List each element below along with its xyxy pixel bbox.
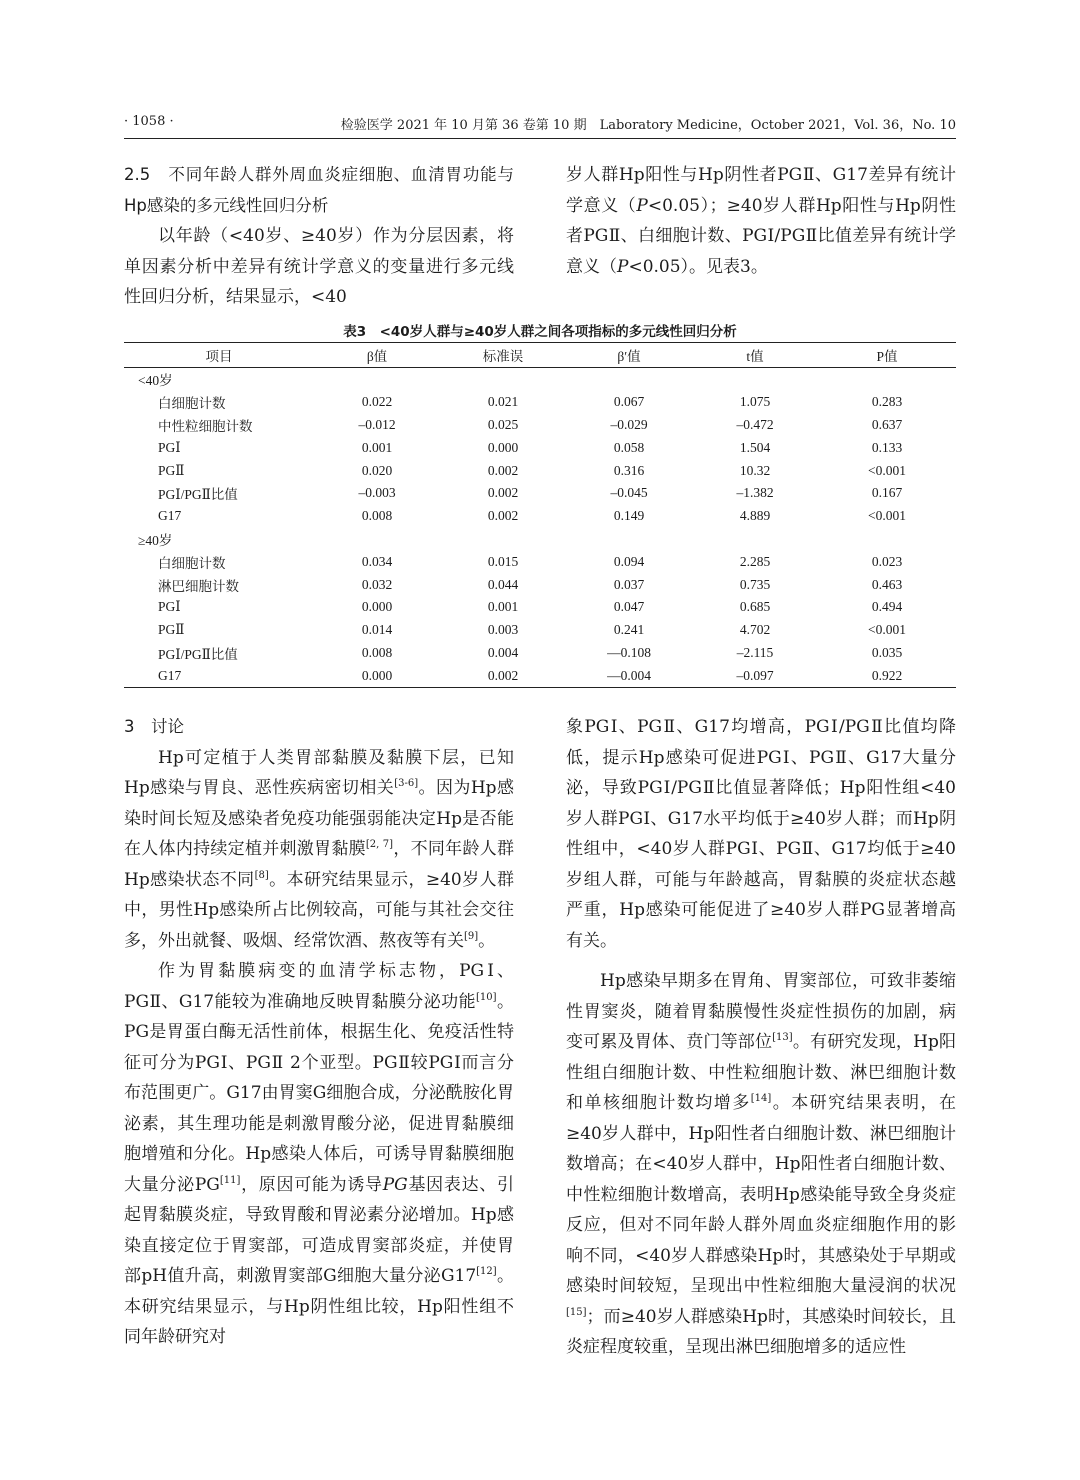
- table-cell: 0.020: [361, 462, 393, 478]
- table-cell: 0.015: [487, 553, 519, 569]
- text-run: 。: [478, 930, 496, 951]
- table-cell: 0.008: [361, 644, 393, 660]
- text-run: 作为胃黏膜病变的血清学标志物，PGⅠ、PGⅡ、G17能较为准确地反映胃黏膜分泌功能: [124, 961, 514, 1012]
- table-cell: —0.004: [566, 664, 692, 687]
- table-cell: 0.685: [739, 599, 771, 615]
- table-row: [124, 664, 956, 687]
- table-row: [124, 642, 956, 665]
- table-cell: 0.023: [871, 553, 903, 569]
- table-cell: 0.035: [871, 644, 903, 660]
- row-label: 淋巴细胞计数: [158, 578, 239, 594]
- table-cell: –0.003: [358, 485, 396, 501]
- row-label: PGⅠ/PGⅡ比值: [158, 487, 238, 503]
- table-cell: 10.32: [739, 462, 771, 478]
- table-cell: 0.000: [314, 664, 440, 687]
- group-row: [124, 528, 956, 551]
- table-cell: 0.008: [361, 508, 393, 524]
- table-cell: 0.022: [361, 394, 393, 410]
- table-row: [124, 459, 956, 482]
- row-label: PGⅠ/PGⅡ比值: [158, 646, 238, 662]
- table-cell: 0.000: [361, 599, 393, 615]
- section-3-heading: 3 讨论: [124, 717, 184, 736]
- text-run: 。因为Hp感染时间长短及感染者免疫功能强弱能决定Hp是否能在人体内持续定植并刺激胃黏膜: [124, 778, 514, 859]
- row-label: PGⅡ: [158, 622, 185, 638]
- table-row: [124, 391, 956, 414]
- citation: [11]: [219, 1174, 241, 1186]
- section-2-5-heading: 2.5 不同年龄人群外周血炎症细胞、血清胃功能与Hp感染的多元线性回归分析: [124, 165, 514, 215]
- table-row: [124, 436, 956, 459]
- citation: [3-6]: [394, 778, 419, 789]
- table-cell: 1.504: [739, 439, 771, 455]
- citation: [9]: [464, 930, 479, 942]
- citation: [14]: [750, 1093, 772, 1104]
- table-body: [124, 368, 956, 688]
- table-cell: –0.029: [610, 416, 648, 432]
- table-cell: –0.472: [736, 416, 774, 432]
- table-cell: —0.108: [607, 644, 651, 660]
- table-header-row: [124, 343, 956, 368]
- table-cell: 0.037: [613, 576, 645, 592]
- table-cell: 0.149: [613, 508, 645, 524]
- table-cell: 0.004: [487, 644, 519, 660]
- table-cell: 4.702: [739, 622, 771, 638]
- row-label: PGⅠ: [158, 439, 181, 455]
- table-cell: 0.241: [613, 622, 645, 638]
- text-run: ；而≥40岁人群感染Hp时，其感染时间较长，且炎症程度较重，呈现出淋巴细胞增多的适应性: [566, 1306, 956, 1357]
- table-cell: 2.285: [739, 553, 771, 569]
- table-cell: 0.922: [818, 664, 956, 687]
- table-row: [124, 414, 956, 437]
- text-run: <0.05）。见表3。: [628, 256, 768, 277]
- section-2-5-right: [566, 160, 956, 282]
- discussion-para-3: [566, 966, 956, 1363]
- table-cell: 0.032: [361, 576, 393, 592]
- citation: [15]: [566, 1306, 587, 1318]
- table-row: [124, 550, 956, 573]
- row-label: PGⅡ: [158, 462, 185, 478]
- discussion-para-1: [124, 743, 514, 957]
- text-run: 。本研究结果表明，在≥40岁人群中，Hp阳性者白细胞计数、淋巴细胞计数增高；在<40岁人群中，Hp阳性者白细胞计数、中性粒细胞计数增高，表明Hp感染能导致全身炎症反应，但对不同年龄人群外周血炎症细胞作用的影响不同，<40岁人群感染Hp时，其感染处于早期或感染时间较短，呈现出中性粒细胞大量浸润的状况: [566, 1093, 956, 1296]
- running-header: [124, 112, 956, 134]
- table-cell: 0.067: [613, 394, 645, 410]
- table-cell: 0.025: [487, 416, 519, 432]
- citation: [13]: [772, 1032, 793, 1043]
- table-cell: 0.133: [871, 439, 903, 455]
- text-run: 。本研究结果显示，≥40岁人群中，男性Hp感染所占比例较高，可能与其社会交往多，外出就餐、吸烟、经常饮酒、熬夜等有关: [124, 869, 514, 951]
- section-2-5-left: [124, 160, 514, 313]
- citation: [10]: [476, 991, 497, 1003]
- table-cell: 4.889: [739, 508, 771, 524]
- table-cell: 0.002: [487, 462, 519, 478]
- section-2-5-para-b: [566, 160, 956, 282]
- table-cell: 0.167: [871, 485, 903, 501]
- discussion-para-2-cont: 象PGⅠ、PGⅡ、G17均增高，PGⅠ/PGⅡ比值均降低，提示Hp感染可促进PGⅠ、PGⅡ、G17大量分泌，导致PGⅠ/PGⅡ比值显著降低；Hp阳性组<40岁人群PGⅠ、G17水平均低于≥40岁人群；而Hp阴性组中，<40岁人群PGⅠ、PGⅡ、G17均低于≥40岁组人群，可能与年龄越高，胃黏膜的炎症状态越严重，Hp感染可能促进了≥40岁人群PG显著增高有关。: [566, 717, 956, 951]
- gene-name: PG: [382, 1174, 408, 1195]
- table-cell: <0.001: [868, 508, 906, 524]
- table-cell: 0.001: [487, 599, 519, 615]
- table-cell: 0.047: [613, 599, 645, 615]
- table-cell: 0.002: [487, 485, 519, 501]
- table-cell: 0.316: [613, 462, 645, 478]
- table-cell: 1.075: [739, 394, 771, 410]
- text-run: ，原因可能为诱导: [240, 1174, 383, 1195]
- group-label: <40岁: [138, 373, 173, 389]
- section-2-5-para-a: 以年龄（<40岁、≥40岁）作为分层因素，将单因素分析中差异有统计学意义的变量进行多元线性回归分析，结果显示，<40: [124, 226, 514, 307]
- text-run: 。本研究结果显示，与Hp阴性组比较，Hp阳性组不同年龄研究对: [124, 1266, 515, 1347]
- page-number: · 1058 ·: [124, 114, 174, 129]
- table-cell: 0.044: [487, 576, 519, 592]
- section-3-left: [124, 712, 514, 1353]
- text-run: 岁人群Hp阳性与Hp阴性者PGⅡ、G17差异有统计学意义（: [566, 165, 956, 216]
- row-label: 白细胞计数: [158, 396, 226, 412]
- table-cell: –0.012: [358, 416, 396, 432]
- citation: [2, 7]: [365, 839, 394, 850]
- column-header: 项目: [124, 343, 314, 368]
- column-header: β值: [314, 343, 440, 368]
- table-cell: <0.001: [868, 622, 906, 638]
- text-run: Hp感染早期多在胃角、胃窦部位，可致非萎缩性胃窦炎，随着胃黏膜慢性炎症性损伤的加剧，病变可累及胃体、贲门等部位: [566, 971, 956, 1052]
- column-header: 标准误: [440, 343, 566, 368]
- table-cell: 0.014: [361, 622, 393, 638]
- table-cell: –0.045: [610, 485, 648, 501]
- text-run: <0.05）；≥40岁人群Hp阳性与Hp阴性者PGⅡ、白细胞计数、PGⅠ/PGⅡ比值差异有统计学意义（: [566, 195, 957, 277]
- p-symbol: P: [636, 195, 648, 216]
- row-label: PGⅠ: [158, 599, 181, 615]
- row-label: G17: [158, 508, 182, 524]
- text-run: Hp可定植于人类胃部黏膜及黏膜下层，已知Hp感染与胃良、恶性疾病密切相关: [124, 747, 514, 798]
- column-header: t值: [692, 343, 818, 368]
- table-3: [124, 342, 956, 688]
- journal-info: 检验医学 2021 年 10 月第 36 卷第 10 期 Laboratory Medicine，October 2021，Vol. 36，No. 10: [340, 118, 956, 133]
- table-cell: 0.463: [871, 576, 903, 592]
- row-label: 白细胞计数: [158, 555, 226, 571]
- text-run: ，不同年龄人群Hp感染状态不同: [124, 839, 515, 890]
- table-cell: 0.003: [487, 622, 519, 638]
- table-row: [124, 596, 956, 619]
- section-3-right: [566, 712, 956, 1363]
- table-row: [124, 573, 956, 596]
- table-3-caption: 表3 <40岁人群与≥40岁人群之间各项指标的多元线性回归分析: [343, 324, 737, 340]
- text-run: 。有研究发现，Hp阳性组白细胞计数、中性粒细胞计数、淋巴细胞计数和单核细胞计数均增多: [566, 1032, 957, 1113]
- table-cell: –1.382: [736, 485, 774, 501]
- table-cell: 0.637: [871, 416, 903, 432]
- table-cell: 0.735: [739, 576, 771, 592]
- row-label: G17: [124, 664, 314, 687]
- p-symbol: P: [617, 256, 629, 277]
- table-row: [124, 505, 956, 528]
- table-row: [124, 482, 956, 505]
- table-cell: 0.002: [440, 664, 566, 687]
- table-cell: 0.000: [487, 439, 519, 455]
- citation: [8]: [254, 869, 269, 881]
- discussion-para-2: [124, 956, 514, 1353]
- table-cell: 0.058: [613, 439, 645, 455]
- row-label: 中性粒细胞计数: [158, 418, 253, 434]
- text-run: 。PG是胃蛋白酶无活性前体，根据生化、免疫活性特征可分为PGⅠ、PGⅡ 2个亚型。PGⅡ较PGⅠ而言分布范围更广。G17由胃窦G细胞合成，分泌酰胺化胃泌素，其生理功能是刺激胃酸分泌，促进胃黏膜细胞增殖和分化。Hp感染人体后，可诱导胃黏膜细胞大量分泌PG: [124, 991, 514, 1195]
- table-cell: 0.094: [613, 553, 645, 569]
- column-header: β′值: [566, 343, 692, 368]
- table-cell: 0.034: [361, 553, 393, 569]
- table-cell: 0.283: [871, 394, 903, 410]
- group-row: [124, 368, 956, 391]
- table-cell: 0.002: [487, 508, 519, 524]
- text-run: 基因表达、引起胃黏膜炎症，导致胃酸和胃泌素分泌增加。Hp感染直接定位于胃窦部，可造成胃窦部炎症，并使胃部pH值升高，刺激胃窦部G细胞大量分泌G17: [124, 1174, 514, 1286]
- header-rule: [124, 138, 956, 139]
- table-cell: 0.494: [871, 599, 903, 615]
- column-header: P值: [818, 343, 956, 368]
- table-cell: –2.115: [736, 644, 774, 660]
- table-cell: <0.001: [868, 462, 906, 478]
- citation: [12]: [476, 1266, 497, 1277]
- group-label: ≥40岁: [138, 532, 173, 548]
- table-cell: 0.021: [487, 394, 519, 410]
- table-row: [124, 619, 956, 642]
- table-cell: –0.097: [692, 664, 818, 687]
- table-cell: 0.001: [361, 439, 393, 455]
